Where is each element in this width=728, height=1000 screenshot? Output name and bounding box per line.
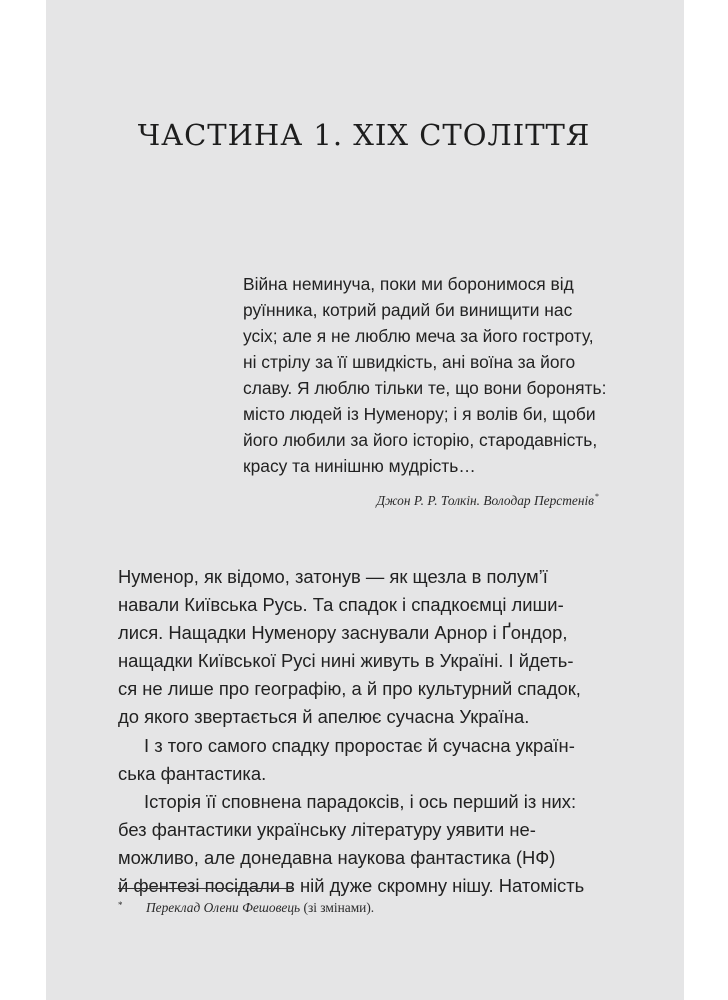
footnote-reference: * [595, 492, 599, 501]
body-line: до якого звертається й апелює сучасна Україна. [118, 706, 530, 728]
epigraph-line: усіх; але я не люблю меча за його гостроту, [243, 326, 594, 346]
body-line: Нуменор, як відомо, затонув — як щезла в полум’ї [118, 566, 548, 587]
footnote-mark: * [118, 900, 123, 910]
body-line: можливо, але донедавна наукова фантастика (НФ) [118, 846, 556, 868]
body-line: ся не лише про географію, а й про культурний спадок, [118, 678, 581, 700]
chapter-title: ЧАСТИНА 1. ХІХ СТОЛІТТЯ [137, 118, 591, 152]
footnote-divider [118, 888, 294, 889]
attribution-text: Джон Р. Р. Толкін. Володар Перстенів [376, 493, 594, 508]
epigraph-line: Війна неминуча, поки ми боронимося від [243, 274, 574, 294]
book-page [46, 0, 684, 1000]
body-line: й фентезі посідали в ній дуже скромну нішу. Натомість [118, 875, 585, 897]
epigraph-line: красу та нинішню мудрість… [243, 456, 476, 476]
footnote [118, 900, 598, 916]
body-line: нащадки Київської Русі нині живуть в Україні. І йдеть- [118, 650, 574, 672]
epigraph-attribution [243, 492, 599, 509]
body-line: ська фантастика. [118, 762, 267, 784]
footnote-text-italic: Переклад Олени Фешовець [146, 900, 301, 915]
epigraph-line: його любили за його історію, стародавність, [243, 430, 598, 450]
body-text [118, 563, 638, 900]
body-line: лися. Нащадки Нуменору заснували Арнор і Ґондор, [118, 622, 568, 644]
epigraph-line: місто людей із Нуменору; і я волів би, щоби [243, 404, 596, 424]
epigraph-line: руїнника, котрий радий би винищити нас [243, 300, 573, 320]
epigraph-line: славу. Я люблю тільки те, що вони боронять: [243, 378, 607, 398]
body-line: без фантастики українську літературу уявити не- [118, 818, 536, 840]
body-line: навали Київська Русь. Та спадок і спадкоємці лиши- [118, 594, 564, 616]
body-line: І з того самого спадку проростає й сучасна україн- [144, 734, 575, 756]
body-line: Історія її сповнена парадоксів, і ось перший із них: [144, 790, 577, 812]
epigraph-line: ні стрілу за її швидкість, ані воїна за його [243, 352, 576, 372]
epigraph [243, 271, 613, 479]
footnote-text: (зі змінами). [300, 900, 375, 915]
